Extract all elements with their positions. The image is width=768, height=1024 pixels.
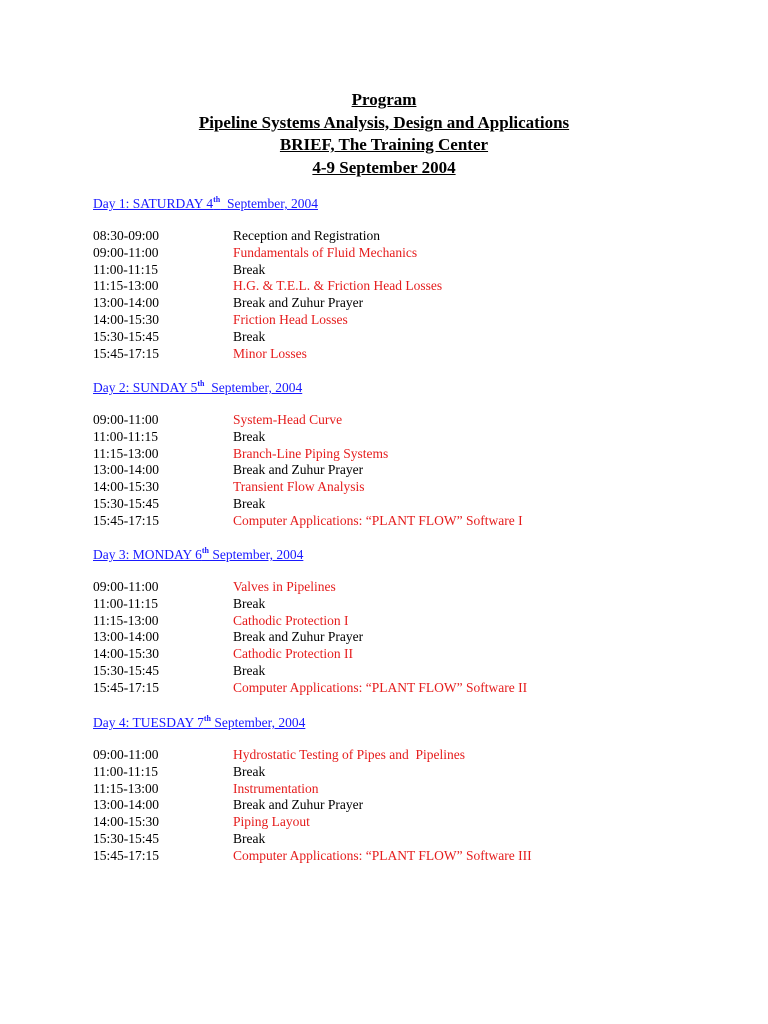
schedule-row: [93, 228, 693, 245]
time-slot: 09:00-11:00: [93, 244, 159, 260]
schedule-row: [93, 462, 693, 479]
session-title: Hydrostatic Testing of Pipes and Pipelines: [233, 747, 466, 762]
break-title: Break: [233, 595, 266, 611]
break-title: Break: [233, 763, 266, 779]
day-4-section: [93, 714, 693, 865]
session-title: Fundamentals of Fluid Mechanics: [233, 244, 418, 260]
schedule-row: [93, 579, 693, 596]
session-title: Minor Losses: [233, 345, 307, 361]
break-title: Break and Zuhur Prayer: [233, 797, 364, 813]
time-slot: 15:30-15:45: [93, 662, 159, 678]
schedule-row: [93, 848, 693, 865]
time-slot: 09:00-11:00: [93, 747, 159, 762]
break-title: Break: [233, 328, 266, 344]
venue-title: BRIEF, The Training Center: [279, 135, 489, 154]
session-title: Valves in Pipelines: [233, 579, 336, 594]
schedule-list: [93, 747, 693, 865]
session-title: Computer Applications: “PLANT FLOW” Software III: [233, 847, 532, 863]
break-title: Reception and Registration: [233, 228, 380, 243]
program-title: Program: [351, 90, 417, 109]
schedule-row: [93, 245, 693, 262]
day-heading-label: Day 4: TUESDAY 7: [93, 715, 204, 730]
time-slot: 11:15-13:00: [93, 612, 159, 628]
schedule-row: [93, 346, 693, 363]
schedule-row: [93, 646, 693, 663]
time-slot: 09:00-11:00: [93, 579, 159, 594]
course-title: Pipeline Systems Analysis, Design and Applications: [198, 112, 570, 132]
session-title: Computer Applications: “PLANT FLOW” Software II: [233, 679, 528, 695]
time-slot: 15:30-15:45: [93, 495, 159, 511]
day-heading-label: Day 3: MONDAY 6: [93, 547, 202, 562]
session-title: Transient Flow Analysis: [233, 479, 365, 495]
schedule-row: [93, 278, 693, 295]
break-title: Break: [233, 428, 266, 444]
time-slot: 14:00-15:30: [93, 814, 159, 830]
schedule-row: [93, 262, 693, 279]
day-heading: [93, 546, 693, 563]
day-heading-date: September, 2004: [220, 196, 318, 211]
session-title: Computer Applications: “PLANT FLOW” Software I: [233, 512, 523, 528]
schedule-row: [93, 295, 693, 312]
schedule-row: [93, 629, 693, 646]
schedule-row: [93, 764, 693, 781]
day-heading-ordinal-suffix: th: [197, 379, 205, 388]
break-title: Break: [233, 261, 266, 277]
time-slot: 15:45-17:15: [93, 679, 159, 695]
break-title: Break: [233, 662, 266, 678]
time-slot: 15:45-17:15: [93, 847, 159, 863]
time-slot: 08:30-09:00: [93, 228, 159, 243]
time-slot: 15:45-17:15: [93, 345, 159, 361]
schedule-row: [93, 412, 693, 429]
time-slot: 15:30-15:45: [93, 830, 159, 846]
schedule-row: [93, 747, 693, 764]
time-slot: 11:15-13:00: [93, 445, 159, 461]
day-heading-ordinal-suffix: th: [201, 546, 210, 555]
time-slot: 11:00-11:15: [93, 428, 158, 444]
session-title: Piping Layout: [233, 814, 310, 830]
session-title: Branch-Line Piping Systems: [233, 445, 389, 461]
time-slot: 11:15-13:00: [93, 780, 159, 796]
day-heading-label: Day 1: SATURDAY 4: [93, 196, 214, 211]
day-1-section: [93, 195, 693, 362]
schedule-row: [93, 312, 693, 329]
break-title: Break and Zuhur Prayer: [233, 462, 364, 478]
schedule-list: [93, 579, 693, 697]
schedule-row: [93, 513, 693, 530]
session-title: H.G. & T.E.L. & Friction Head Losses: [233, 278, 443, 294]
break-title: Break: [233, 830, 266, 846]
day-heading-date: September, 2004: [204, 380, 303, 395]
schedule-row: [93, 797, 693, 814]
schedule-row: [93, 429, 693, 446]
day-heading: [93, 714, 693, 731]
schedule-row: [93, 680, 693, 697]
time-slot: 14:00-15:30: [93, 479, 159, 495]
day-heading: [93, 195, 693, 212]
day-heading-date: September, 2004: [211, 715, 306, 730]
break-title: Break and Zuhur Prayer: [233, 295, 364, 311]
schedule-row: [93, 496, 693, 513]
day-2-section: [93, 379, 693, 530]
schedule-row: [93, 814, 693, 831]
day-heading-ordinal-suffix: th: [213, 195, 221, 204]
day-3-section: [93, 546, 693, 697]
time-slot: 11:00-11:15: [93, 763, 158, 779]
session-title: Cathodic Protection I: [233, 612, 349, 628]
break-title: Break and Zuhur Prayer: [233, 629, 364, 645]
break-title: Break: [233, 495, 266, 511]
time-slot: 15:30-15:45: [93, 328, 159, 344]
time-slot: 13:00-14:00: [93, 462, 159, 478]
session-title: Friction Head Losses: [233, 311, 348, 327]
schedule-row: [93, 831, 693, 848]
session-title: Instrumentation: [233, 780, 319, 796]
program-header: [0, 89, 768, 179]
schedule-row: [93, 613, 693, 630]
time-slot: 13:00-14:00: [93, 629, 159, 645]
schedule-list: [93, 228, 693, 362]
session-title: Cathodic Protection II: [233, 646, 353, 662]
day-heading-label: Day 2: SUNDAY 5: [93, 380, 198, 395]
time-slot: 11:00-11:15: [93, 595, 158, 611]
date-range: 4-9 September 2004: [312, 157, 456, 177]
time-slot: 14:00-15:30: [93, 646, 159, 662]
schedule-row: [93, 596, 693, 613]
day-heading-ordinal-suffix: th: [203, 714, 212, 723]
time-slot: 14:00-15:30: [93, 311, 159, 327]
schedule-list: [93, 412, 693, 530]
day-heading-date: September, 2004: [209, 547, 304, 562]
time-slot: 11:00-11:15: [93, 261, 158, 277]
time-slot: 13:00-14:00: [93, 295, 159, 311]
time-slot: 09:00-11:00: [93, 412, 159, 427]
schedule-row: [93, 663, 693, 680]
time-slot: 13:00-14:00: [93, 797, 159, 813]
schedule-row: [93, 446, 693, 463]
session-title: System-Head Curve: [233, 412, 343, 427]
time-slot: 11:15-13:00: [93, 278, 159, 294]
schedule-row: [93, 329, 693, 346]
day-heading: [93, 379, 693, 396]
schedule-row: [93, 479, 693, 496]
schedule-row: [93, 781, 693, 798]
time-slot: 15:45-17:15: [93, 512, 159, 528]
